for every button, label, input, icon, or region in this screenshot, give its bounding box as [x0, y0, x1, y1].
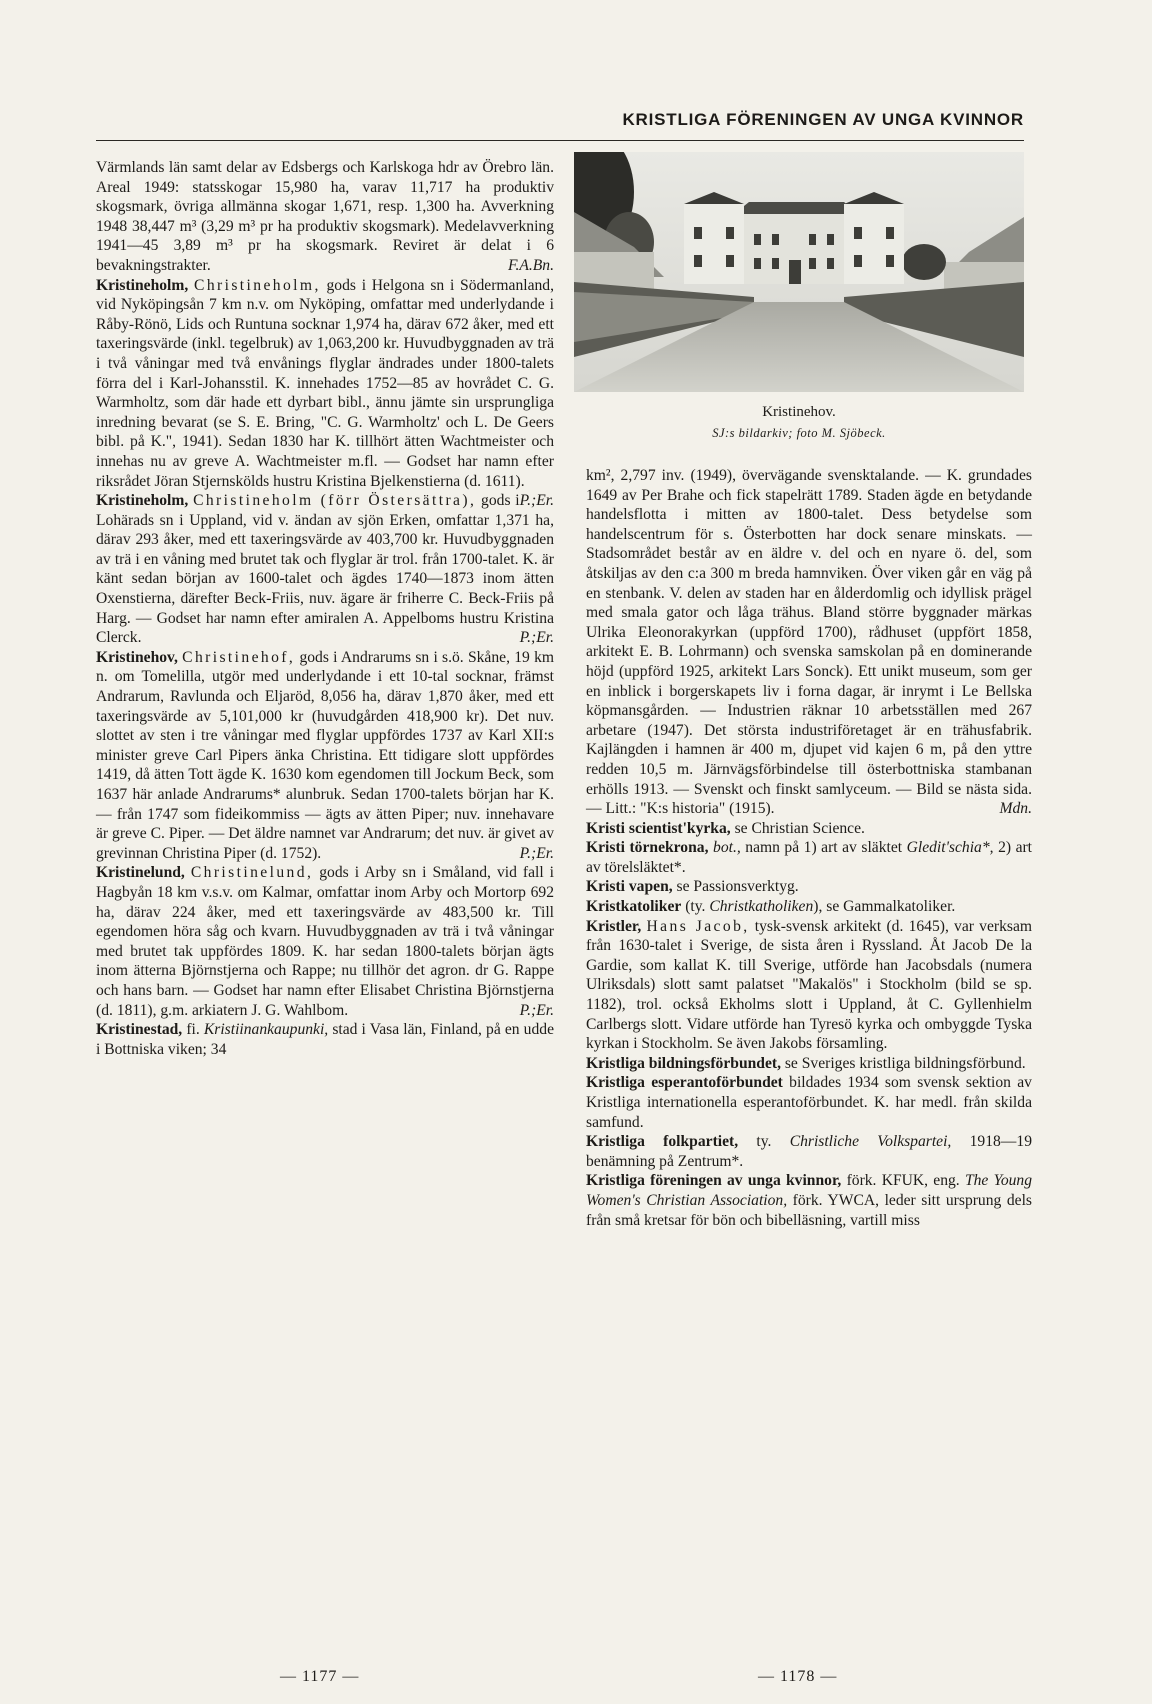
kristinehov-photo	[574, 152, 1024, 392]
entry-kristkatoliker	[586, 897, 1032, 917]
entry-kristineholm-uppland	[96, 491, 554, 648]
signature: F.A.Bn.	[507, 256, 554, 274]
headword: Kristineholm,	[96, 276, 189, 294]
german-term: Christkatholiken	[709, 898, 814, 916]
headword: Kristinehov,	[96, 648, 178, 666]
entry-kristliga-folkpartiet	[586, 1132, 1032, 1171]
entry-text: (ty.	[681, 898, 710, 916]
headword: Kristliga föreningen av unga kvinnor,	[586, 1172, 842, 1190]
entry-kfuk	[586, 1171, 1032, 1230]
spaced-name: Christinelund,	[190, 864, 314, 882]
entry-text: stad i Vasa län, Finland, på en udde i Bottniska viken; 34	[96, 1021, 554, 1058]
entry-text: 2) art av törelsläktet*.	[586, 839, 1033, 876]
headword: Kristliga esperantoförbundet	[586, 1074, 783, 1092]
headword: Kristkatoliker	[586, 898, 682, 916]
castle-illustration	[574, 152, 1024, 392]
photo-credit: SJ:s bildarkiv; foto M. Sjöbeck.	[712, 426, 886, 440]
english-term: The Young Women's Christian Association,	[586, 1172, 1033, 1209]
entry-kristinestad-continuation	[586, 466, 1032, 819]
entry-text: förk. YWCA, leder sitt ursprung dels från små kretsar för bön och bibelläsning, vartill miss	[586, 1191, 1032, 1229]
entry-kristinestad	[96, 1020, 554, 1059]
entry-text: 1918—19 benämning på Zentrum*.	[586, 1133, 1032, 1170]
headword: Kristi vapen,	[586, 878, 673, 896]
page-number-left: — 1177 —	[280, 1668, 360, 1685]
entry-kristi-scientistkyrka	[586, 819, 1032, 839]
abbreviation: bot.,	[713, 839, 741, 857]
headword: Kristinestad,	[96, 1021, 183, 1039]
signature: P.;Er.	[519, 844, 554, 862]
headword: Kristler,	[586, 917, 642, 935]
headword: Kristineholm,	[96, 492, 189, 510]
left-column	[96, 158, 554, 1059]
page-number-right: — 1178 —	[758, 1668, 838, 1685]
entry-text: se Christian Science.	[730, 819, 865, 837]
headword: Kristi törnekrona,	[586, 839, 709, 857]
signature: P.;Er.	[519, 492, 554, 510]
entry-kristliga-esperantoforbundet	[586, 1073, 1032, 1132]
entry-kristinelund	[96, 863, 554, 1020]
entry-text: ty.	[738, 1133, 790, 1151]
headword: Kristliga bildningsförbundet,	[586, 1054, 781, 1072]
entry-kristler	[586, 917, 1032, 1054]
headword: Kristliga folkpartiet,	[586, 1133, 739, 1151]
running-head: KRISTLIGA FÖRENINGEN AV UNGA KVINNOR	[622, 110, 1024, 129]
spaced-name: Christineholm (förr Östersättra),	[193, 492, 477, 510]
signature: P.;Er.	[519, 629, 554, 647]
spaced-name: Hans Jacob,	[646, 917, 750, 935]
finnish-name: Kristiinankaupunki,	[203, 1021, 329, 1039]
entry-kristinehov	[96, 648, 554, 864]
entry-kristi-tornekrona	[586, 838, 1032, 877]
entry-text: bildades 1934 som svensk sektion av Kristliga internationella esperantoförbundet. K. har medl. från skilda samfund.	[586, 1074, 1032, 1131]
spaced-name: Christinehof,	[182, 648, 296, 666]
entry-text: gods i Andrarums sn i s.ö. Skåne, 19 km n. om Tomelilla, utgör med underlydande i ett 10-tal socknar, främst Andrarum, Ravlunda och Eljaröd, 8,056 ha, därav 1,870 åker, med ett taxeringsvärde av 5,101,000 kr (huvudgården 418,900 kr). Det nuv. slottet av sten i tre våningar med flyglar uppfördes 1737 av Karl XII:s minister greve Carl Pipers änka Christina. Ett tidigare slott uppfördes 1419, då ätten Tott ägde K. 1630 kom egendomen till Jockum Beck, som 1637 här anlade Andrarums* alunbruk. Sedan 1700-talets början har K. — från 1747 som fideikommiss — ägts av ätten Piper; nuv. innehavare är greve C. Piper. — Det äldre namnet var Andrarum; det nuv. är givet av grevinnan Christina Piper (d. 1752).	[96, 648, 554, 862]
headword: Kristinelund,	[96, 864, 185, 882]
headword: Kristi scientist'kyrka,	[586, 819, 731, 837]
entry-text: se Sveriges kristliga bildningsförbund.	[780, 1054, 1026, 1072]
entry-text: namn på 1) art av släktet	[740, 839, 907, 857]
photo-caption: Kristinehov.	[762, 404, 836, 420]
entry-text: se Passionsverktyg.	[672, 878, 799, 896]
entry-text: gods i Lohärads sn i Uppland, vid v. ändan av sjön Erken, omfattar 1,371 ha, därav 293 åker, med ett taxeringsvärde av 403,700 kr. Huvudbyggnaden av trä i en våning med brutet tak och flyglar är trol. från 1700-talet. K. är känt sedan början av 1600-talet och ägdes 1740—1873 inom ätten Oxenstierna, därefter Beck-Friis, nuv. ägare är friherre C. Beck-Friis på Harg. — Godset har namn efter amiralen A. Appelboms hustru Kristina Clerck.	[96, 492, 554, 647]
entry-kristliga-bildningsforbundet	[586, 1054, 1032, 1074]
right-column	[586, 466, 1032, 1230]
entry-text: fi.	[182, 1021, 204, 1039]
entry-varmland-continuation	[96, 158, 554, 276]
genus-name: Gledit'schia*,	[906, 839, 994, 857]
entry-kristi-vapen	[586, 877, 1032, 897]
header-rule	[96, 140, 1024, 141]
entry-text: km², 2,797 inv. (1949), övervägande svensktalande. — K. grundades 1649 av Per Brahe och fick stapelrätt 1789. Staden ägde en betydande handelsflotta i mitten av 1800-talet. Dess betydelse som handelscentrum för s. Österbotten har dock senare minskats. — Stadsområdet består av en äldre v. del och en nyare ö. del, som åtskiljas av den c:a 300 m breda hamnviken. Över viken går en väg på en stenbank. V. delen av staden har en ålderdomlig och idyllisk prägel med smala gator och låga trähus. Bland större byggnader märkas Ulrika Eleonorakyrkan (uppförd 1700), rådhuset (uppfört 1858, arkitekt E. B. Lohrmann) och svenska samskolan på en dominerande höjd (uppförd 1925, arkitekt Lars Sonck). Ett unikt museum, som ger en inblick i borgerskapets liv i forna dagar, är inrymt i Le Bellska köpmansgården. — Industrien räknar 10 arbetsställen med 267 arbetare (1947). Det största industriföretaget är en trähusfabrik. Kajlängden i hamnen är 400 m, djupet vid kajen 6 m, på den yttre redden 10,5 m. Järnvägsförbindelse till österbottniska stambanan erhölls 1913. — Svenskt och finskt samlyceum. — Bild se nästa sida. — Litt.: "K:s historia" (1915).	[586, 467, 1032, 818]
signature: Mdn.	[999, 800, 1032, 818]
signature: P.;Er.	[519, 1001, 554, 1019]
entry-text: förk. KFUK, eng.	[841, 1172, 965, 1190]
german-term: Christliche Volkspartei,	[789, 1133, 952, 1151]
entry-text: Värmlands län samt delar av Edsbergs och Karlskoga hdr av Örebro län. Areal 1949: statsskogar 15,980 ha, varav 11,717 ha produktiv skogsmark, övriga allmänna skogar 1,671, resp. 1,300 ha. Avverkning 1948 38,447 m³ (3,29 m³ pr ha produktiv skogsmark). Medelavverkning 1941—45 3,89 m³ pr ha skogsmark. Reviret är delat i 6 bevakningstrakter.	[96, 159, 554, 274]
entry-text: ), se Gammalkatoliker.	[813, 898, 956, 916]
spaced-name: Christineholm,	[194, 276, 321, 294]
entry-text: tysk-svensk arkitekt (d. 1645), var verksam från 1630-talet i Sverige, de sista åren i Ryssland. Åt Jacob De la Gardie, som kallat K. till Sverige, utförde han Jacobsdals (numera Ulriksdals) slott samt palatset "Makalös" i Stockholm (bild se sp. 1182), trol. också Ekholms slott i Uppland, åt C. Gyllenhielm Carlbergs slott. Vidare utförde han Tyresö kyrka och ombyggde Tyska kyrkan i Stockholm. Se även Jakobs församling.	[586, 917, 1032, 1053]
entry-text: gods i Helgona sn i Södermanland, vid Nyköpingsån 7 km n.v. om Nyköping, omfattar med underlydande i Råby-Rönö, Lids och Runtuna socknar 1,974 ha, därav 672 åker, med ett taxeringsvärde (inkl. tegelbruk) av 1,063,200 kr. Huvudbyggnaden av trä i två våningar med två envånings flyglar ändrades under 1800-talets förra del i Karl-Johansstil. K. innehades 1752—85 av hovrådet C. G. Warmholtz, som där hade ett dyrbart bibl., ännu jämte sin ursprungliga inredning bevarat (se S. E. Bring, "C. G. Warmholtz' och L. De Geers bibl. på K.", 1941). Sedan 1830 har K. tillhört ätten Wachtmeister och innehas nu av greve A. Wachtmeister m.fl. — Godset har namn efter riksrådet Jöran Stjernskölds hustru Kristina Bjelkenstierna (d. 1611).	[96, 276, 554, 490]
entry-text: gods i Arby sn i Småland, vid fall i Hagbyån 18 km v.s.v. om Kalmar, omfattar inom Arby och Mortorp 692 ha, därav 224 åker, med ett taxeringsvärde av 483,500 kr. Till egendomen höra såg och kvarn. Huvudbyggnaden av trä i två våningar med brutet tak uppfördes 1809. K. har sedan 1800-talets början ägts inom ätterna Björnstjerna och Rappe; nu tillhör det agron. dr G. Rappe och hans barn. — Godset har namn efter Elisabet Christina Björnstjerna (d. 1811), g.m. arkiatern J. G. Wahlbom.	[96, 864, 554, 1019]
